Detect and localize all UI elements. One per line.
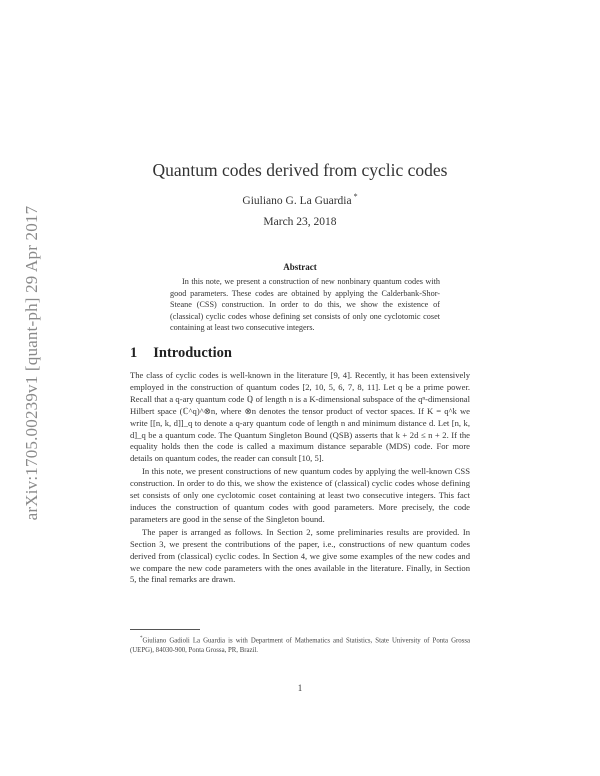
footnote [130, 634, 470, 656]
author-name: Giuliano G. La Guardia [242, 194, 352, 207]
paragraph-1: The class of cyclic codes is well-known in the literature [9, 4]. Recently, it has been extensively employed in the construction of quantum codes [2, 10, 5, 6, 7, 8, 11]. Let q be a prime power. Recall that a q-ary quantum code ℚ of length n is a K-dimensional subspace of the qⁿ-dimensional Hilbert space (ℂ^q)^⊗n, where ⊗n denotes the tensor product of vector spaces. If K = q^k we write [[n, k, d]]_q to denote a q-ary quantum code of length n and minimum distance d. Let [n, k, d]_q be a quantum code. The Quantum Singleton Bound (QSB) asserts that k + 2d ≤ n + 2. If the equality holds then the code is called a maximum distance separable (MDS) code. For more details on quantum codes, the reader can consult [10, 5]. [130, 370, 470, 464]
arxiv-side-stamp [22, 178, 42, 548]
paragraph-3: The paper is arranged as follows. In Section 2, some preliminaries results are provided. In Section 3, we present the contributions of the paper, i.e., constructions of new quantum codes derived from (classical) cyclic codes. In Section 4, we give some examples of the new codes and we compare the new code parameters with the ones available in the literature. Finally, in Section 5, the final remarks are drawn. [130, 526, 470, 585]
author-footnote-mark: * [353, 192, 358, 201]
footnote-text: Giuliano Gadioli La Guardia is with Department of Mathematics and Statistics, State University of Ponta Grossa (UEPG), 84030-900, Ponta Grossa, PR, Brazil. [130, 637, 470, 655]
paper-title: Quantum codes derived from cyclic codes [152, 160, 448, 180]
section-number: 1 [130, 345, 138, 361]
page-number: 1 [297, 683, 303, 693]
section-heading [130, 345, 232, 362]
paper-date: March 23, 2018 [263, 216, 337, 228]
footnote-mark: * [140, 636, 143, 641]
abstract-text: In this note, we present a construction of new nonbinary quantum codes with good parameters. These codes are obtained by applying the Calderbank-Shor-Steane (CSS) construction. In order to do this, we show the existence of (classical) cyclic codes whose defining set consists of only one cyclotomic coset containing at least two consecutive integers. [170, 277, 440, 333]
arxiv-identifier: arXiv:1705.00239v1 [quant-ph] 29 Apr 2017 [22, 205, 41, 521]
introduction-body [130, 370, 470, 586]
footnote-rule [130, 629, 200, 630]
abstract-heading: Abstract [283, 262, 317, 272]
author-line [0, 192, 600, 207]
section-title: Introduction [153, 345, 232, 361]
paragraph-2: In this note, we present constructions of new quantum codes by applying the well-known CSS construction. In order to do this, we show the existence of (classical) cyclic codes whose defining set consists of only one cyclotomic coset containing at least two consecutive integers. This fact induces the construction of quantum codes with good parameters. More precisely, the code parameters are good in the sense of the Singleton bound. [130, 466, 470, 524]
